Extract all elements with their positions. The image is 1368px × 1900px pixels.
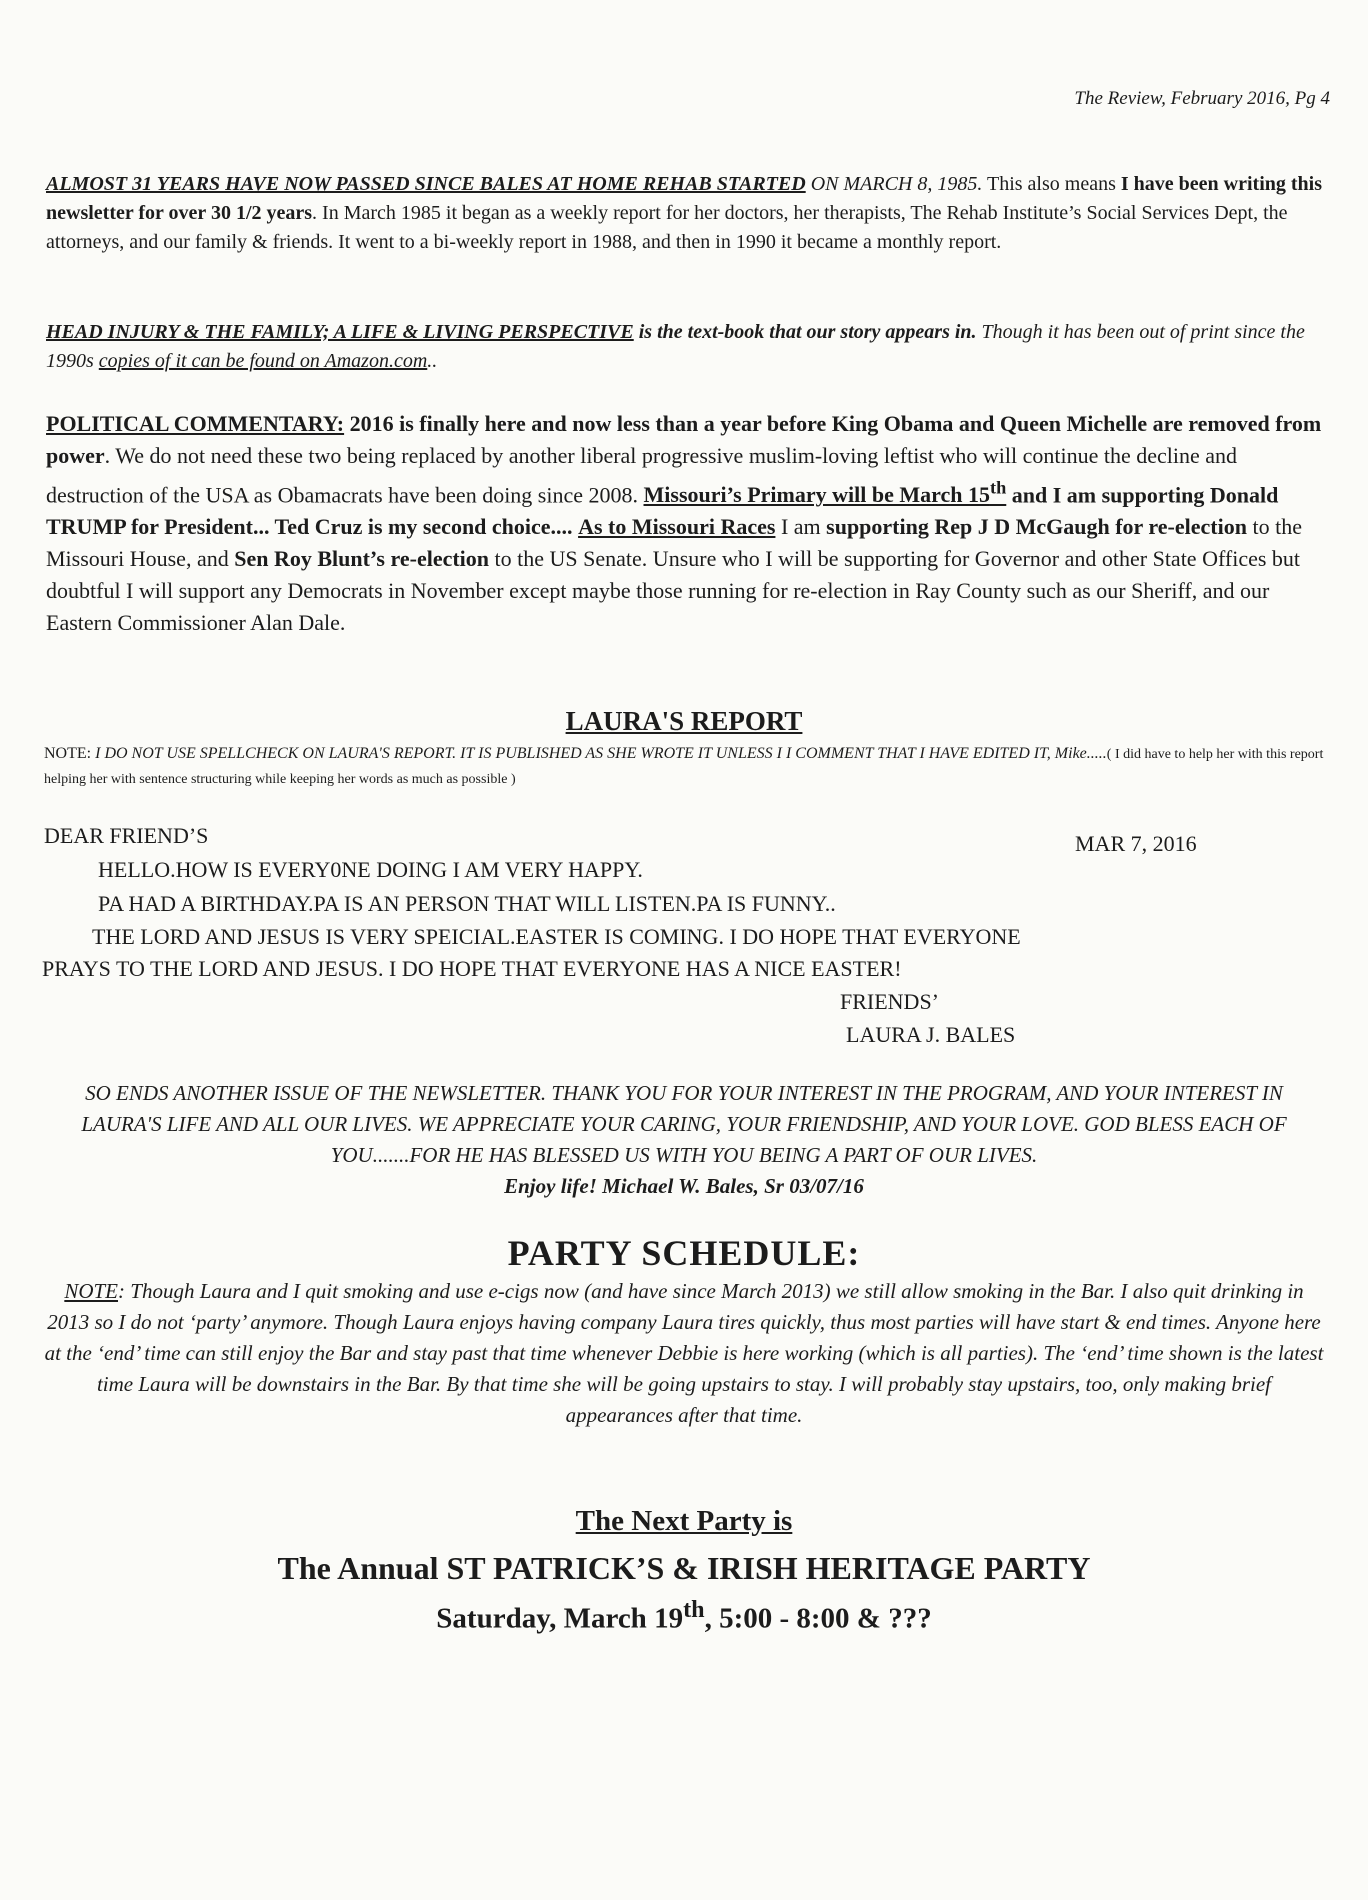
next-party-date-sup: th: [683, 1596, 705, 1623]
history-bold: I have been writing this newsletter for over 30 1/2 years: [46, 173, 1322, 224]
laura-report-note: [44, 742, 1334, 792]
laura-note-label: NOTE:: [44, 745, 96, 762]
textbook-bold: is the text-book that our story appears in.: [633, 321, 977, 343]
laura-note-small: ( I did have to help her with this report helping her with sentence structuring while keeping her words as much as possible ): [44, 747, 1324, 787]
next-party-date-a: Saturday, March 19: [436, 1602, 684, 1635]
history-lead: ALMOST 31 YEARS HAVE NOW PASSED SINCE BALES AT HOME REHAB STARTED: [46, 173, 806, 195]
primary-date: [643, 478, 1007, 508]
letter-date: MAR 7, 2016: [1075, 831, 1197, 856]
primary-date-sup: th: [989, 478, 1007, 498]
party-schedule-title: PARTY SCHEDULE:: [507, 1233, 861, 1273]
political-text-3: I am: [775, 514, 827, 540]
missouri-races: As to Missouri Races: [578, 514, 776, 540]
primary-date-text: Missouri’s Primary will be March 15: [643, 482, 990, 508]
letter-line-2: PA HAD A BIRTHDAY.PA IS AN PERSON THAT WILL LISTEN.PA IS FUNNY..: [98, 891, 836, 916]
political-text-4: to the Missouri House, and: [46, 514, 1302, 572]
political-bold-2: and I am supporting Donald TRUMP for President... Ted Cruz is my second choice....: [46, 482, 1279, 540]
closing-text: SO ENDS ANOTHER ISSUE OF THE NEWSLETTER. THANK YOU FOR YOUR INTEREST IN THE PROGRAM, AND YOUR INTEREST IN LAURA'S LIFE AND ALL OUR LIVES. WE APPRECIATE YOUR CARING, YOUR FRIENDSHIP, AND YOUR LOVE. GOD BLESS EACH OF YOU.......FOR HE HAS BLESSED US WITH YOU BEING A PART OF OUR LIVES.: [81, 1081, 1287, 1167]
page-header: The Review, February 2016, Pg 4: [1074, 88, 1330, 109]
closing-message: [44, 1078, 1324, 1202]
next-party-date-b: , 5:00 - 8:00 & ???: [704, 1602, 932, 1635]
next-party-label-text: The Next Party is: [575, 1505, 793, 1537]
letter-line-3: THE LORD AND JESUS IS VERY SPEICIAL.EASTER IS COMING. I DO HOPE THAT EVERYONE: [92, 924, 1021, 949]
letter-signature: LAURA J. BALES: [846, 1022, 1016, 1047]
letter-line-4: PRAYS TO THE LORD AND JESUS. I DO HOPE THAT EVERYONE HAS A NICE EASTER!: [42, 956, 902, 981]
political-text-5: to the US Senate. Unsure who I will be supporting for Governor and other State Offices but doubtful I will support any Democrats in November except maybe those running for re-election in Ray County such as our Sheriff, and our Eastern Commissioner Alan Dale.: [46, 546, 1301, 636]
closing-signature: Enjoy life! Michael W. Bales, Sr 03/07/16: [504, 1174, 864, 1198]
political-bold-4: Sen Roy Blunt’s re-election: [234, 546, 490, 572]
letter-salutation: DEAR FRIEND’S: [44, 823, 209, 848]
history-text-1: This also means: [982, 173, 1121, 195]
history-date: ON MARCH 8, 1985.: [805, 173, 983, 195]
letter-signoff: FRIENDS’: [840, 989, 940, 1014]
political-lead: POLITICAL COMMENTARY:: [46, 411, 345, 436]
textbook-text: Though it has been out of print since the 1990s: [46, 321, 1305, 372]
next-party-date: [0, 1596, 1368, 1636]
paragraph-political: [46, 408, 1326, 639]
party-note-label: NOTE: [64, 1279, 119, 1303]
paragraph-history: [46, 170, 1326, 257]
letter-line-1: HELLO.HOW IS EVERY0NE DOING I AM VERY HAPPY.: [98, 857, 643, 882]
next-party-label: [0, 1505, 1368, 1538]
history-text-2: . In March 1985 it began as a weekly report for her doctors, her therapists, The Rehab Institute’s Social Services Dept, the attorneys, and our family & friends. It went to a bi-weekly report in 1988, and then in 1990 it became a monthly report.: [46, 202, 1288, 253]
political-bold-1: 2016 is finally here and now less than a year before King Obama and Queen Michelle are removed from power: [46, 411, 1322, 468]
textbook-title: HEAD INJURY & THE FAMILY; A LIFE & LIVING PERSPECTIVE: [46, 321, 634, 343]
party-note-text: : Though Laura and I quit smoking and use e-cigs now (and have since March 2013) we still allow smoking in the Bar. I also quit drinking in 2013 so I do not ‘party’ anymore. Though Laura enjoys having company Laura tires quickly, thus most parties will have start & end times. Anyone here at the ‘end’ time can still enjoy the Bar and stay past that time whenever Debbie is here working (which is all parties). The ‘end’ time shown is the latest time Laura will be downstairs in the Bar. By that time she will be going upstairs to stay. I will probably stay upstairs, too, only making brief appearances after that time.: [44, 1279, 1324, 1427]
party-note: [44, 1276, 1324, 1431]
laura-report-title: LAURA'S REPORT: [565, 706, 803, 736]
paragraph-textbook: [46, 318, 1326, 376]
political-bold-3: supporting Rep J D McGaugh for re-election: [826, 514, 1247, 540]
laura-note-text: I DO NOT USE SPELLCHECK ON LAURA'S REPORT. IT IS PUBLISHED AS SHE WROTE IT UNLESS I I COMMENT THAT I HAVE EDITED IT, Mike.....: [95, 745, 1107, 762]
next-party-name: The Annual ST PATRICK’S & IRISH HERITAGE PARTY: [277, 1550, 1091, 1586]
amazon-link[interactable]: copies of it can be found on Amazon.com: [98, 350, 428, 372]
textbook-end: ..: [427, 350, 438, 372]
political-text-1: . We do not need these two being replaced by another liberal progressive muslim-loving leftist who will continue the decline and destruction of the USA as Obamacrats have been doing since 2008.: [46, 443, 1238, 508]
